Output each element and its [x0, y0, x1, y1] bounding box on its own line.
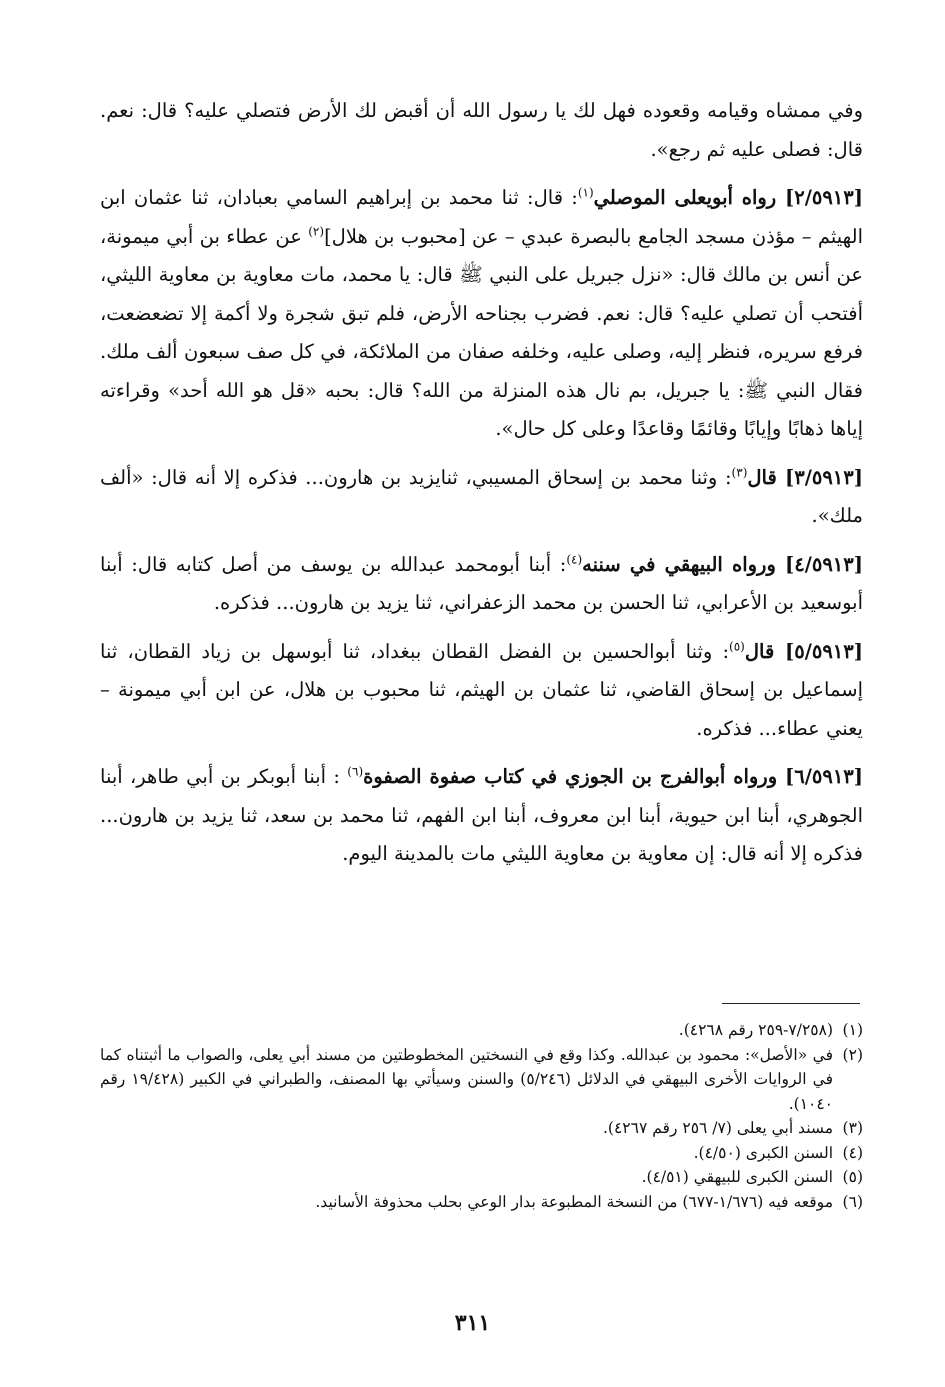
hadith-reference: [٣/٥٩١٣] قال: [747, 465, 863, 489]
footnote-text: السنن الكبرى للبيهقي (٤/٥١).: [641, 1168, 833, 1186]
hadith-reference: [٥/٥٩١٣] قال: [744, 639, 863, 663]
paragraph-5: [100, 633, 863, 749]
hadith-reference: [٢/٥٩١٣] رواه أبويعلى الموصلي: [593, 186, 863, 209]
footnote-divider: [722, 1003, 860, 1004]
footnote-number: (٤): [842, 1143, 863, 1162]
paragraph-6: [100, 758, 863, 874]
footnote-text: موقعه فيه (١/٦٧٦-٦٧٧) من النسخة المطبوعة بدار الوعي بحلب محذوفة الأسانيد.: [315, 1192, 833, 1211]
paragraph-text: وفي ممشاه وقيامه وقعوده فهل لك يا رسول الله أن أقبض لك الأرض فتصلي عليه؟ قال: نعم. قال: فصلى عليه ثم رجع».: [100, 99, 863, 161]
footnote-number: (٥): [842, 1168, 863, 1186]
hadith-reference: [٤/٥٩١٣] ورواه البيهقي في سننه: [582, 552, 863, 576]
page-number: ٣١١: [454, 1310, 491, 1336]
paragraph-text: عن عطاء بن أبي ميمونة، عن أنس بن مالك قال: «نزل جبريل على النبي ﷺ قال: يا محمد، مات معاوية بن معاوية الليثي، أفتحب أن تصلي عليه؟ قال: نعم. فضرب بجناحه الأرض، فلم تبق شجرة ولا أكمة إلا تضعضعت، فرفع سريره، فنظر إليه، وصلى عليه، وخلفه صفان من الملائكة، في كل صف سبعون ألف ملك. فقال النبي ﷺ: يا جبريل، بم نال هذه المنزلة من الله؟ قال: بحبه «قل هو الله أحد» وقراءته إياها ذهابًا وإيابًا وقائمًا وقاعدًا وعلى كل حال».: [100, 224, 863, 440]
footnote-text: في «الأصل»: محمود بن عبدالله. وكذا وقع في النسختين المخطوطتين من مسند أبي يعلى، والصواب ما أثبتناه كما في الروايات الأخرى البيهقي في الدلائل (٥/٢٤٦) والسنن وسيأتي بها المصنف، والطبراني في الكبير (١٩/٤٢٨ رقم ١٠٤٠).: [100, 1045, 834, 1113]
hadith-reference: [٦/٥٩١٣] ورواه أبوالفرج بن الجوزي في كتاب صفوة الصفوة: [363, 765, 864, 788]
footnote-number: (٢): [842, 1045, 863, 1064]
footnote-text: السنن الكبرى (٤/٥٠).: [693, 1143, 833, 1162]
paragraph-2: [100, 179, 863, 449]
footnote-number: (٣): [842, 1119, 863, 1137]
footnote-marker[interactable]: (٢): [308, 224, 325, 238]
paragraph-text: : قال: ثنا محمد بن إبراهيم السامي بعبادان، ثنا عثمان ابن الهيثم – مؤذن مسجد الجامع بالبصرة عبدي – عن [محبوب بن هلال]: [100, 186, 863, 248]
footnotes: [100, 1018, 863, 1214]
footnote-number: (٦): [842, 1192, 863, 1211]
footnote-item: [100, 1043, 863, 1117]
footnote-number: (١): [842, 1021, 863, 1039]
footnote-text: مسند أبي يعلى (٧/ ٢٥٦ رقم ٤٢٦٧).: [603, 1119, 833, 1137]
footnote-marker[interactable]: (٥): [729, 639, 745, 653]
footnote-item: [100, 1018, 863, 1043]
paragraph-text: : أبنا أبوبكر بن أبي طاهر، أبنا الجوهري، أبنا ابن حيوية، أبنا ابن معروف، أبنا ابن الفهم، ثنا محمد بن سعد، ثنا يزيد بن هارون... فذكره إلا أنه قال: إن معاوية بن معاوية الليثي مات بالمدينة اليوم.: [100, 765, 863, 865]
footnote-marker[interactable]: (١): [577, 185, 594, 200]
paragraph-text: : وثنا محمد بن إسحاق المسيبي، ثنايزيد بن هارون... فذكره إلا أنه قال: «ألف ملك».: [100, 465, 863, 527]
footnote-marker[interactable]: (٦): [347, 764, 364, 779]
footnote-marker[interactable]: (٣): [731, 465, 748, 479]
footnote-marker[interactable]: (٤): [566, 552, 583, 566]
footnote-text: (٧/٢٥٨-٢٥٩ رقم ٤٢٦٨).: [678, 1021, 833, 1039]
footnote-item: [100, 1116, 863, 1141]
paragraph-3: [100, 459, 863, 536]
paragraph-text: : وثنا أبوالحسين بن الفضل القطان ببغداد، ثنا أبوسهل بن زياد القطان، ثنا إسماعيل بن إسحاق القاضي، ثنا عثمان بن الهيثم، ثنا محبوب بن هلال، عن ابن أبي ميمونة – يعني عطاء... فذكره.: [100, 639, 863, 740]
footnote-item: [100, 1165, 863, 1190]
paragraph-4: [100, 546, 863, 623]
main-text: [100, 92, 863, 884]
footnote-item: [100, 1190, 863, 1215]
paragraph-text: : أبنا أبومحمد عبدالله بن يوسف من أصل كتابه قال: أبنا أبوسعيد بن الأعرابي، ثنا الحسن بن محمد الزعفراني، ثنا يزيد بن هارون... فذكره.: [100, 552, 863, 614]
paragraph-1: [100, 92, 863, 169]
footnote-item: [100, 1141, 863, 1166]
